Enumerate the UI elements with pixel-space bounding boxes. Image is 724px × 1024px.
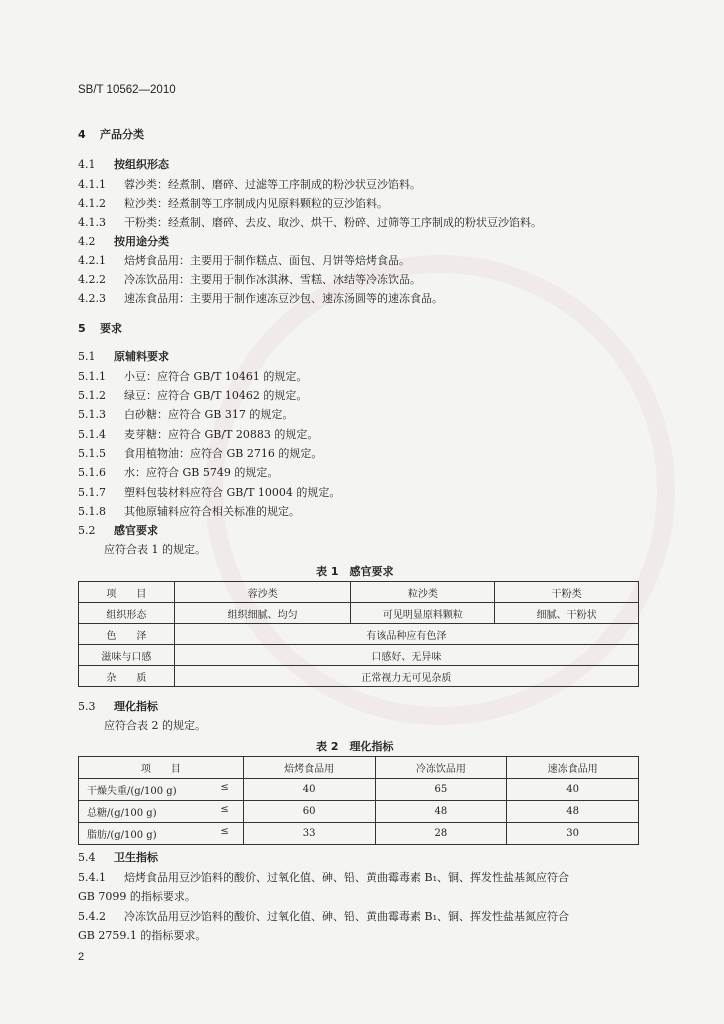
table-row <box>79 582 639 603</box>
table-cell: 组织细腻、均匀 <box>174 603 351 624</box>
le-symbol: ≤ <box>220 826 229 837</box>
clause-4-2-3: 4.2.3 速冻食品用：主要用于制作速冻豆沙包、速冻汤圆等的速冻食品。 <box>78 292 443 305</box>
table-cell: 细腻、干粉状 <box>495 603 639 624</box>
table-cell: 组织形态 <box>79 603 175 624</box>
table-cell: 40 <box>243 779 375 801</box>
table-cell: 色 泽 <box>79 624 175 645</box>
clause-4-2-2: 4.2.2 冷冻饮品用：主要用于制作冰淇淋、雪糕、冰结等冷冻饮品。 <box>78 273 421 286</box>
table-cell: 有该品种应有色泽 <box>174 624 638 645</box>
clause-4-1-3: 4.1.3 干粉类：经煮制、磨碎、去皮、取沙、烘干、粉碎、过筛等工序制成的粉状豆沙馅料。 <box>78 216 542 229</box>
table-row <box>79 624 639 645</box>
table-header-cell: 项 目 <box>79 582 175 603</box>
clause-5-1-7: 5.1.7 塑料包装材料应符合 GB/T 10004 的规定。 <box>78 486 341 499</box>
table-cell: 可见明显原料颗粒 <box>351 603 495 624</box>
clause-5-3: 5.3 理化指标 <box>78 700 158 713</box>
clause-5-1-3: 5.1.3 白砂糖：应符合 GB 317 的规定。 <box>78 408 294 421</box>
table-cell: 33 <box>243 823 375 845</box>
table-cell: 60 <box>243 801 375 823</box>
table-cell: 40 <box>507 779 639 801</box>
clause-5-4-1-cont: GB 7099 的指标要求。 <box>78 890 196 903</box>
page-number: 2 <box>78 951 85 963</box>
clause-5-4-2: 5.4.2 冷冻饮品用豆沙馅料的酸价、过氧化值、砷、铅、黄曲霉毒素 B₁、铜、挥发性盐基氮应符合 <box>78 910 569 923</box>
table-row <box>79 823 639 845</box>
table-row <box>79 757 639 779</box>
table-cell: 杂 质 <box>79 666 175 687</box>
clause-5-1-8: 5.1.8 其他原辅料应符合相关标准的规定。 <box>78 505 300 518</box>
table-header-cell: 冷冻饮品用 <box>375 757 507 779</box>
clause-4-1-1: 4.1.1 蓉沙类：经煮制、磨碎、过滤等工序制成的粉沙状豆沙馅料。 <box>78 178 421 191</box>
clause-5-1-5: 5.1.5 食用植物油：应符合 GB 2716 的规定。 <box>78 447 323 460</box>
table-2-physicochemical <box>78 756 639 845</box>
standard-number: SB/T 10562—2010 <box>78 84 176 96</box>
table-cell: 脂肪/(g/100 g) ≤ <box>79 823 244 845</box>
table-cell: 65 <box>375 779 507 801</box>
table-header-cell: 蓉沙类 <box>174 582 351 603</box>
table-2-caption: 表 2 理化指标 <box>316 740 394 753</box>
table-cell: 正常视力无可见杂质 <box>174 666 638 687</box>
table-cell: 28 <box>375 823 507 845</box>
table-cell: 干燥失重/(g/100 g) ≤ <box>79 779 244 801</box>
table-cell: 总糖/(g/100 g) ≤ <box>79 801 244 823</box>
section-4-heading: 4 产品分类 <box>78 128 144 141</box>
table-row <box>79 801 639 823</box>
clause-5-2: 5.2 感官要求 <box>78 524 158 537</box>
clause-5-1-1: 5.1.1 小豆：应符合 GB/T 10461 的规定。 <box>78 370 308 383</box>
clause-5-3-body: 应符合表 2 的规定。 <box>104 719 206 732</box>
clause-4-1: 4.1 按组织形态 <box>78 158 169 171</box>
table-cell: 48 <box>507 801 639 823</box>
table-row <box>79 603 639 624</box>
table-header-cell: 速冻食品用 <box>507 757 639 779</box>
table-header-cell: 焙烤食品用 <box>243 757 375 779</box>
clause-5-1: 5.1 原辅料要求 <box>78 350 169 363</box>
table-header-cell: 干粉类 <box>495 582 639 603</box>
table-1-caption: 表 1 感官要求 <box>316 565 394 578</box>
table-cell: 滋味与口感 <box>79 645 175 666</box>
table-cell: 48 <box>375 801 507 823</box>
table-cell: 口感好、无异味 <box>174 645 638 666</box>
clause-5-1-6: 5.1.6 水：应符合 GB 5749 的规定。 <box>78 466 279 479</box>
table-cell: 30 <box>507 823 639 845</box>
table-header-cell: 项 目 <box>79 757 244 779</box>
le-symbol: ≤ <box>220 782 229 793</box>
clause-5-1-2: 5.1.2 绿豆：应符合 GB/T 10462 的规定。 <box>78 389 308 402</box>
table-row <box>79 779 639 801</box>
table-row <box>79 645 639 666</box>
clause-4-2: 4.2 按用途分类 <box>78 235 169 248</box>
clause-4-2-1: 4.2.1 焙烤食品用：主要用于制作糕点、面包、月饼等焙烤食品。 <box>78 254 410 267</box>
clause-5-2-body: 应符合表 1 的规定。 <box>104 543 206 556</box>
section-5-heading: 5 要求 <box>78 322 122 335</box>
clause-4-1-2: 4.1.2 粒沙类：经煮制等工序制成内见原料颗粒的豆沙馅料。 <box>78 197 388 210</box>
table-1-sensory <box>78 581 639 687</box>
table-row <box>79 666 639 687</box>
table-header-cell: 粒沙类 <box>351 582 495 603</box>
le-symbol: ≤ <box>220 804 229 815</box>
clause-5-4: 5.4 卫生指标 <box>78 851 158 864</box>
clause-5-4-2-cont: GB 2759.1 的指标要求。 <box>78 929 207 942</box>
clause-5-4-1: 5.4.1 焙烤食品用豆沙馅料的酸价、过氧化值、砷、铅、黄曲霉毒素 B₁、铜、挥发性盐基氮应符合 <box>78 871 569 884</box>
clause-5-1-4: 5.1.4 麦芽糖：应符合 GB/T 20883 的规定。 <box>78 428 319 441</box>
